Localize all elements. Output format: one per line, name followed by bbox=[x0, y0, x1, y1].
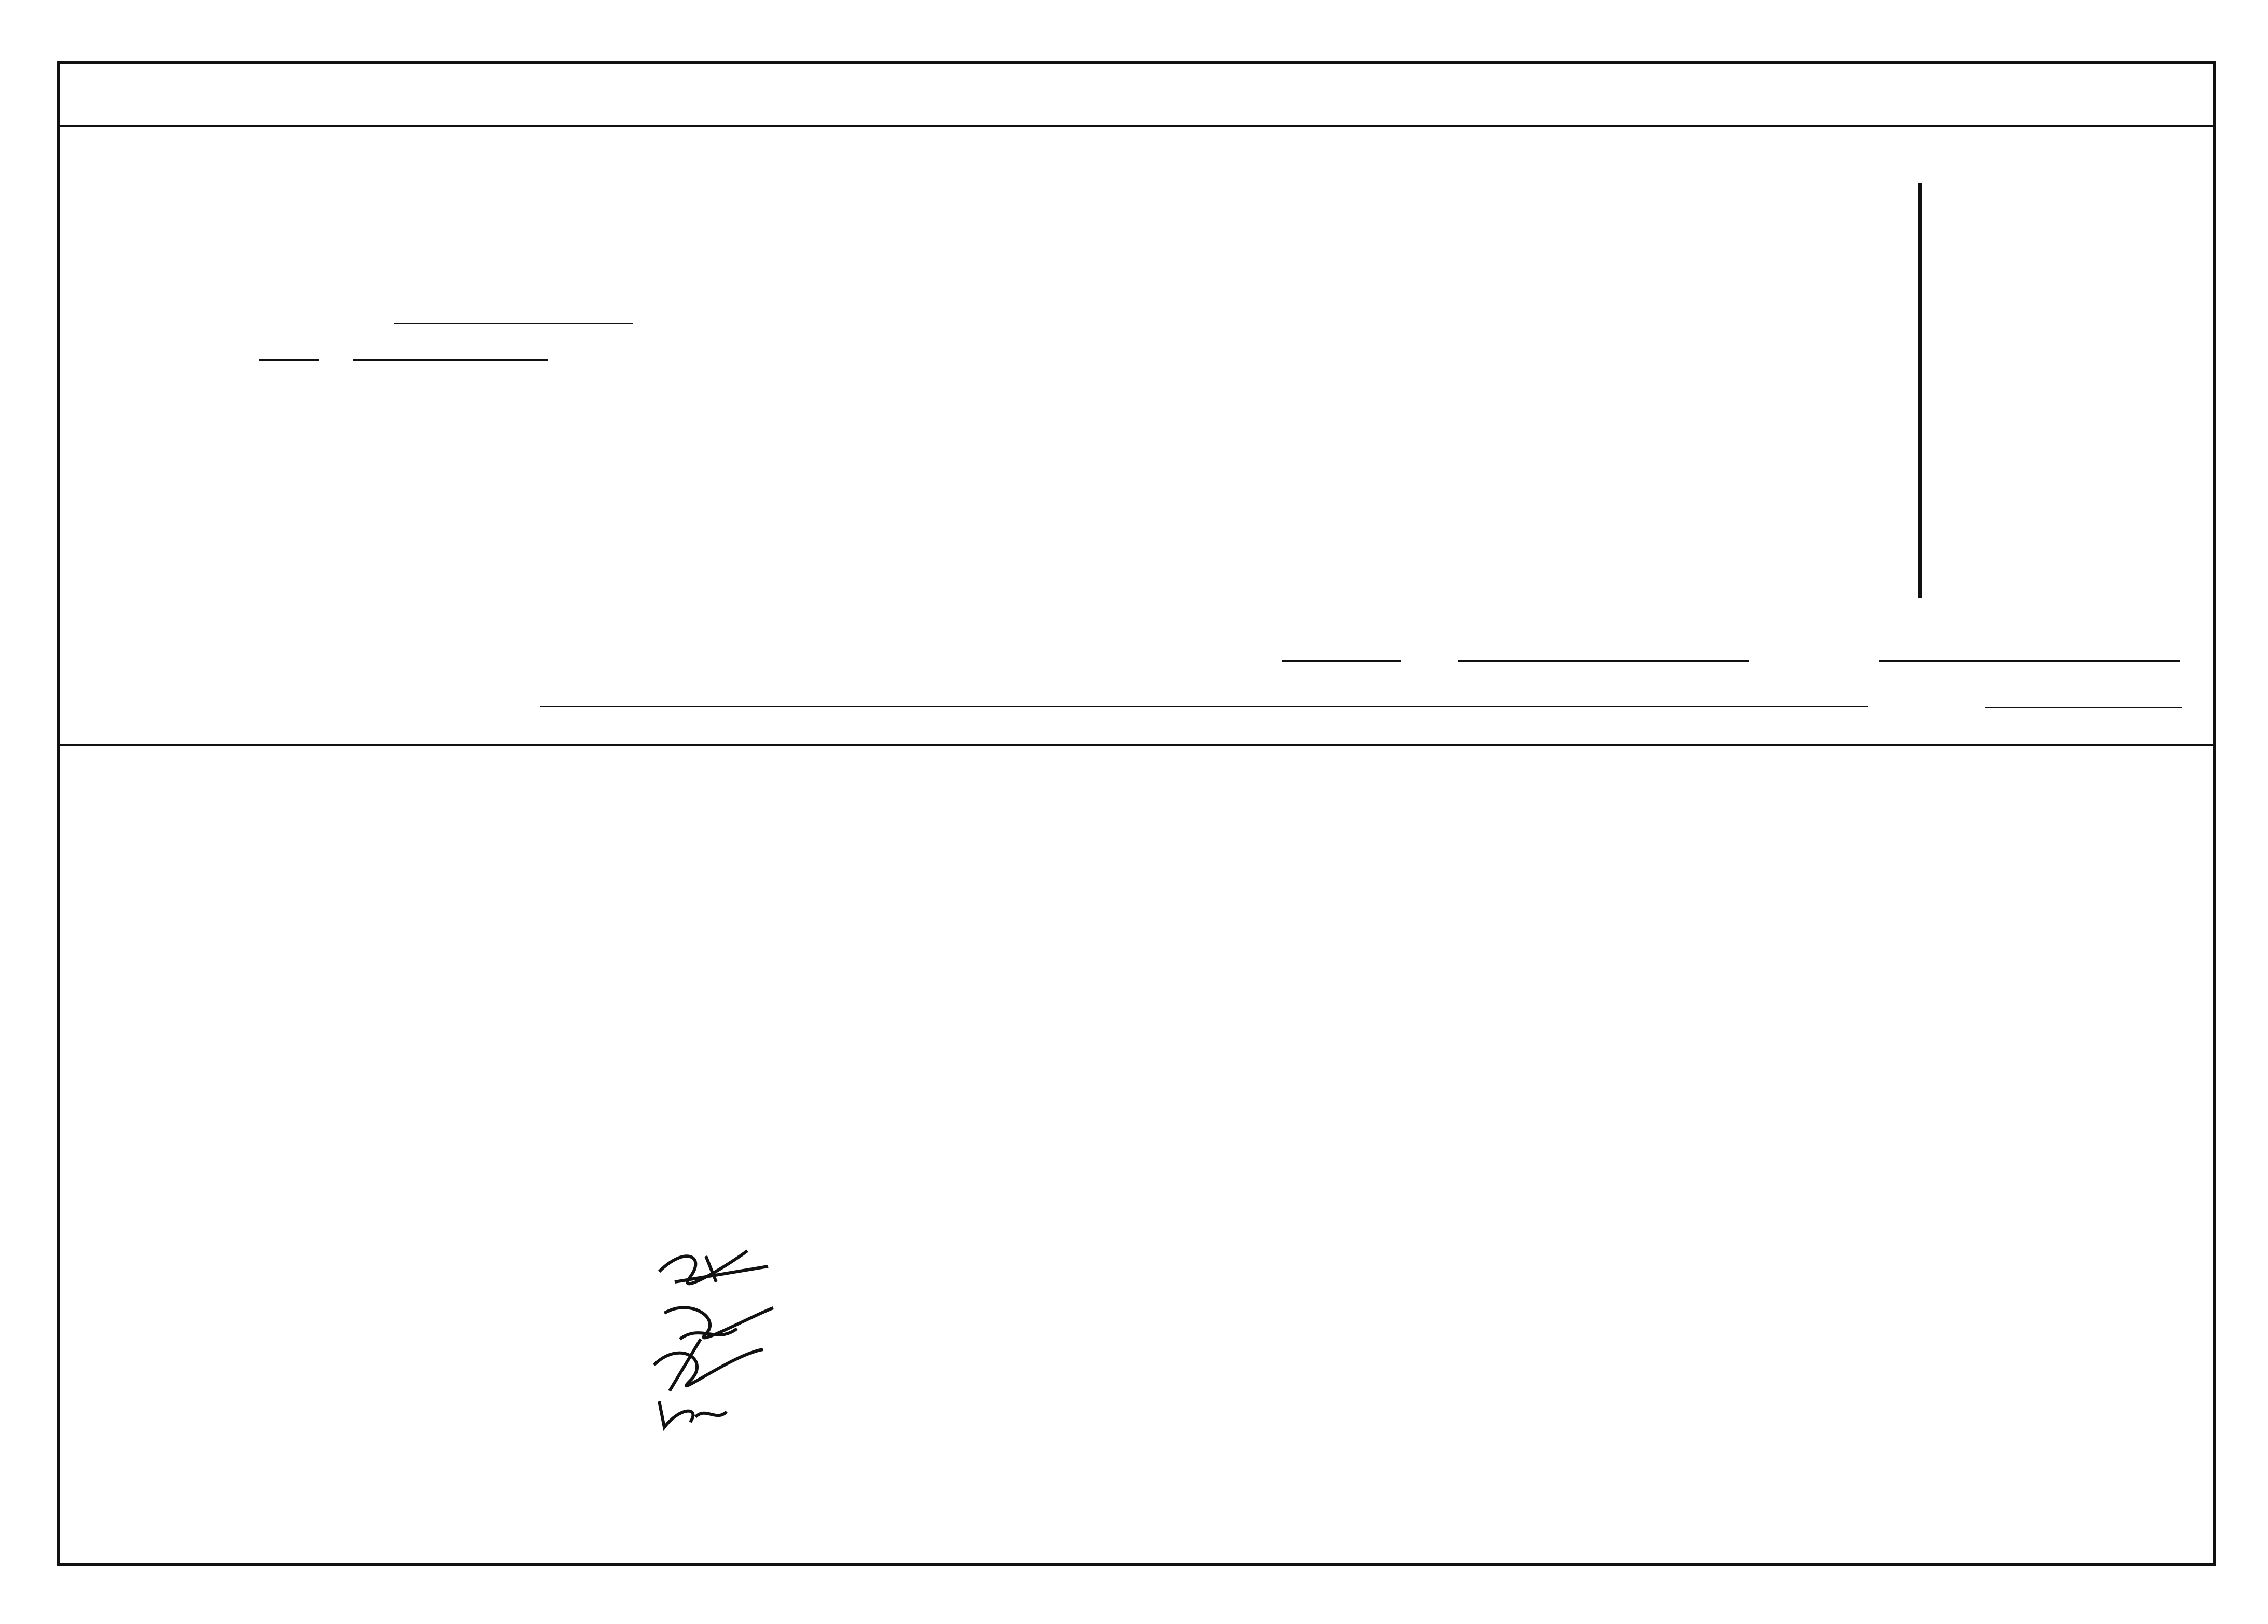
col-13-header bbox=[1669, 753, 1726, 981]
col-6-header bbox=[973, 825, 999, 950]
chief-signature-line bbox=[394, 323, 633, 324]
date-day-line bbox=[259, 359, 319, 361]
spec-date-line bbox=[1458, 660, 1749, 662]
col-11-header bbox=[1521, 753, 1567, 981]
header-divider bbox=[57, 125, 2216, 127]
spec-number-line bbox=[1282, 660, 1401, 662]
sheet-line bbox=[1985, 707, 2182, 708]
col-9-header bbox=[1370, 779, 1417, 965]
col-1-header bbox=[75, 810, 96, 965]
col-4-header bbox=[651, 747, 750, 981]
col-12-header bbox=[1593, 753, 1645, 945]
handwritten-signatures bbox=[644, 1235, 799, 1432]
date-month-line bbox=[353, 359, 548, 361]
total-sheets-line bbox=[1879, 660, 2180, 662]
col-2-header bbox=[119, 747, 182, 981]
col-7-header bbox=[1051, 856, 1077, 919]
codes-column-divider bbox=[1918, 183, 1922, 598]
col-5-header bbox=[794, 763, 898, 971]
form-frame bbox=[57, 61, 2216, 1566]
col-14-header bbox=[1775, 851, 1806, 945]
col-8-header bbox=[1207, 768, 1253, 976]
col-10-header bbox=[1448, 763, 1495, 971]
spec-subject-line bbox=[540, 706, 1868, 707]
col-19-header bbox=[2136, 841, 2198, 997]
table-top-border bbox=[57, 744, 2216, 746]
